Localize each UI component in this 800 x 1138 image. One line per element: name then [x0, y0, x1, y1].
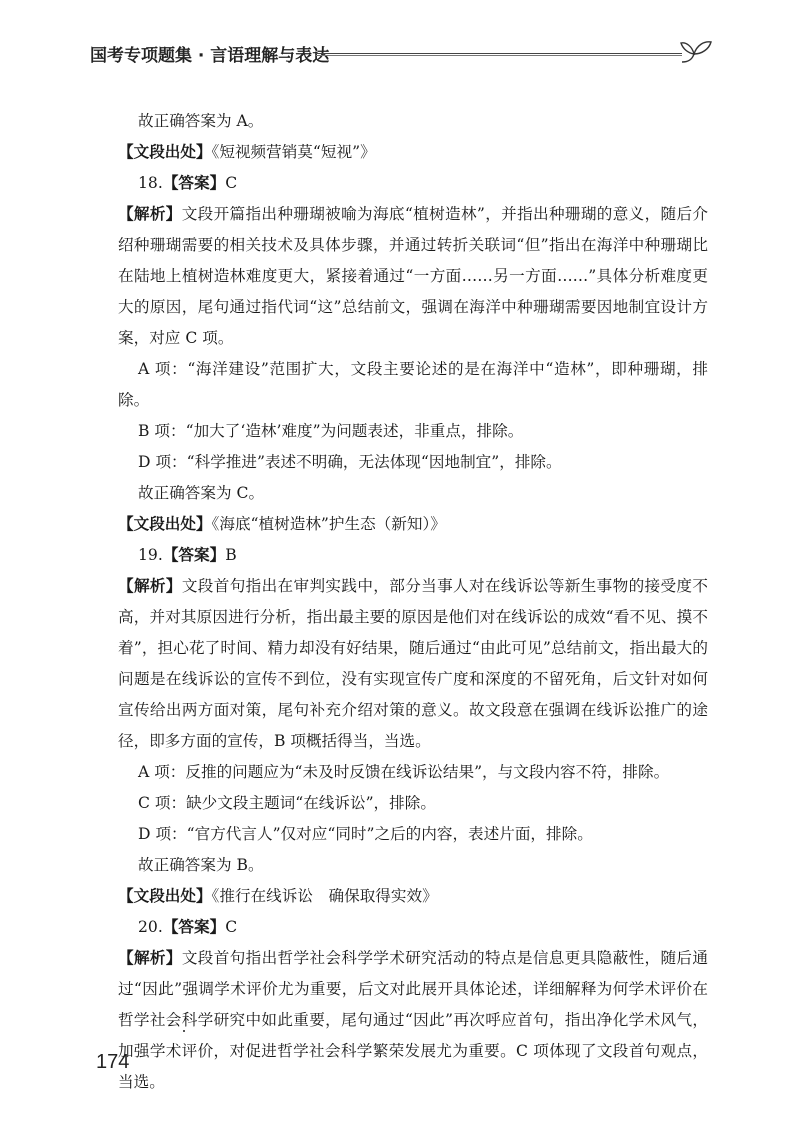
- line-text: A 项：“海洋建设”范围扩大，文段主要论述的是在海洋中“造林”，即种珊瑚，排除。: [118, 360, 708, 409]
- header-rule-thin: [316, 55, 682, 56]
- analysis-label: 【解析】: [118, 577, 182, 595]
- analysis-paragraph: [118, 943, 708, 1098]
- line-text: D 项：“科学推进”表述不明确，无法体现“因地制宜”，排除。: [138, 453, 562, 471]
- analysis-label: 【解析】: [118, 949, 182, 967]
- answer-label: 【答案】: [162, 918, 226, 936]
- analysis-paragraph: [118, 571, 708, 757]
- answer-label: 【答案】: [162, 546, 226, 564]
- answer-value: B: [225, 546, 237, 564]
- line-text: A 项：反推的问题应为“未及时反馈在线诉讼结果”，与文段内容不符，排除。: [138, 763, 670, 781]
- analysis-paragraph: [118, 199, 708, 354]
- text-line: [118, 788, 708, 819]
- line-text: 故正确答案为 C。: [138, 484, 265, 502]
- header-rule: [316, 53, 682, 54]
- line-text: C 项：缺少文段主题词“在线诉讼”，排除。: [138, 794, 436, 812]
- source-label: 【文段出处】: [118, 515, 212, 533]
- header-title: 国考专项题集 · 言语理解与表达: [90, 46, 330, 66]
- line-text: D 项：“官方代言人”仅对应“同时”之后的内容，表述片面，排除。: [138, 825, 593, 843]
- running-header: [90, 34, 720, 74]
- source-line: [118, 509, 708, 540]
- source-line: [118, 881, 708, 912]
- source-title: 《推行在线诉讼 确保取得实效》: [211, 887, 438, 905]
- question-number: 20.: [138, 918, 163, 936]
- line-text: 故正确答案为 A。: [138, 112, 264, 130]
- line-text: B 项：“加大了‘造林’难度”为问题表述，非重点，排除。: [138, 422, 524, 440]
- answer-line: [118, 540, 708, 571]
- source-title: 《海底“植树造林”护生态（新知）》: [211, 515, 446, 533]
- question-number: 19.: [138, 546, 163, 564]
- text-line: [118, 478, 708, 509]
- answer-label: 【答案】: [162, 174, 226, 192]
- answer-line: [118, 168, 708, 199]
- source-line: [118, 137, 708, 168]
- source-label: 【文段出处】: [118, 887, 212, 905]
- page-number: 174: [96, 1051, 130, 1073]
- analysis-text: 文段首句指出在审判实践中，部分当事人对在线诉讼等新生事物的接受度不高，并对其原因进行分析，指出最主要的原因是他们对在线诉讼的成效“看不见、摸不着”，担心花了时间、精力却没有好结果，随后通过“由此可见”总结前文，指出最大的问题是在线诉讼的宣传不到位，没有实现宣传广度和深度的不留死角，后文针对如何宣传给出两方面对策，尾句补充介绍对策的意义。故文段意在强调在线诉讼推广的途径，即多方面的宣传，B 项概括得当，当选。: [118, 577, 708, 750]
- analysis-text: 文段首句指出哲学社会科学学术研究活动的特点是信息更具隐蔽性，随后通过“因此”强调学术评价尤为重要，后文对此展开具体论述，详细解释为何学术评价在哲学社会科学研究中如此重要，尾句通过“因此”再次呼应首句，指出净化学术风气，加强学术评价，对促进哲学社会科学繁荣发展尤为重要。C 项体现了文段首句观点，当选。: [118, 949, 708, 1091]
- text-line: [118, 354, 708, 416]
- analysis-label: 【解析】: [118, 205, 182, 223]
- text-line: [118, 106, 708, 137]
- text-line: [118, 757, 708, 788]
- stray-mark: [183, 1030, 185, 1032]
- question-number: 18.: [138, 174, 163, 192]
- answer-value: C: [225, 174, 238, 192]
- analysis-text: 文段开篇指出种珊瑚被喻为海底“植树造林”，并指出种珊瑚的意义，随后介绍种珊瑚需要的相关技术及具体步骤，并通过转折关联词“但”指出在海洋中种珊瑚比在陆地上植树造林难度更大，紧接着通过“一方面……另一方面……”具体分析难度更大的原因，尾句通过指代词“这”总结前文，强调在海洋中种珊瑚需要因地制宜设计方案，对应 C 项。: [118, 205, 708, 347]
- source-label: 【文段出处】: [118, 143, 212, 161]
- line-text: 故正确答案为 B。: [138, 856, 264, 874]
- text-line: [118, 447, 708, 478]
- sprout-icon: [678, 34, 714, 66]
- answer-explanations: [118, 106, 708, 1098]
- text-line: [118, 819, 708, 850]
- answer-line: [118, 912, 708, 943]
- text-line: [118, 850, 708, 881]
- source-title: 《短视频营销莫“短视”》: [211, 143, 376, 161]
- answer-value: C: [225, 918, 238, 936]
- text-line: [118, 416, 708, 447]
